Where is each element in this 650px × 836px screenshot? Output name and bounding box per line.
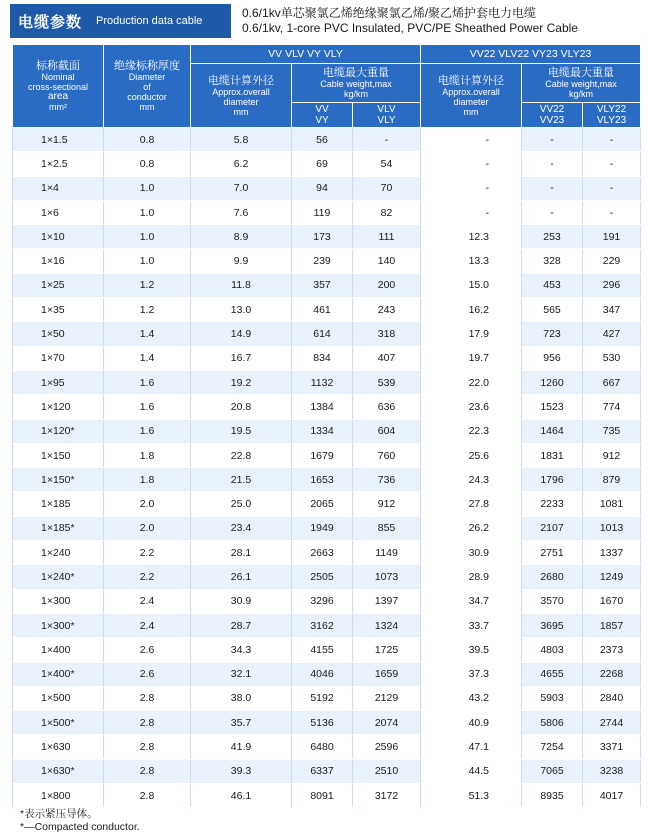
section-badge bbox=[10, 4, 231, 38]
table-row bbox=[13, 468, 641, 492]
table-cell: 1×185* bbox=[13, 516, 104, 540]
table-cell: 8091 bbox=[292, 784, 353, 808]
table-cell: 19.7 bbox=[421, 346, 522, 370]
table-cell: 21.5 bbox=[191, 468, 292, 492]
table-cell: 2.0 bbox=[104, 492, 191, 516]
table-cell: 2.6 bbox=[104, 638, 191, 662]
table-cell: 30.9 bbox=[191, 589, 292, 613]
table-cell: 1.6 bbox=[104, 395, 191, 419]
table-cell: - bbox=[522, 128, 583, 152]
table-cell: 1×70 bbox=[13, 346, 104, 370]
table-cell: 604 bbox=[353, 419, 421, 443]
table-row bbox=[13, 128, 641, 152]
table-cell: 1.8 bbox=[104, 468, 191, 492]
table-cell: 1.8 bbox=[104, 443, 191, 467]
table-row bbox=[13, 346, 641, 370]
table-cell: 2663 bbox=[292, 541, 353, 565]
table-cell: - bbox=[522, 200, 583, 224]
table-cell: 2.8 bbox=[104, 711, 191, 735]
table-row bbox=[13, 662, 641, 686]
table-cell: 1670 bbox=[583, 589, 641, 613]
table-cell: 1×630 bbox=[13, 735, 104, 759]
table-cell: 43.2 bbox=[421, 686, 522, 710]
table-cell: 19.2 bbox=[191, 370, 292, 394]
table-cell: 4655 bbox=[522, 662, 583, 686]
footnote-cn: *表示紧压导体。 bbox=[20, 808, 98, 820]
table-title bbox=[242, 6, 642, 36]
table-cell: 56 bbox=[292, 128, 353, 152]
table-cell: 25.6 bbox=[421, 443, 522, 467]
table-cell: 1384 bbox=[292, 395, 353, 419]
table-cell: 855 bbox=[353, 516, 421, 540]
table-cell: 22.3 bbox=[421, 419, 522, 443]
table-cell: 2.8 bbox=[104, 759, 191, 783]
table-cell: 24.3 bbox=[421, 468, 522, 492]
table-cell: 9.9 bbox=[191, 249, 292, 273]
table-cell: 1×150 bbox=[13, 443, 104, 467]
table-cell: 1×240* bbox=[13, 565, 104, 589]
table-cell: 1725 bbox=[353, 638, 421, 662]
table-cell: 328 bbox=[522, 249, 583, 273]
table-cell: 1×500 bbox=[13, 686, 104, 710]
table-cell: 667 bbox=[583, 370, 641, 394]
table-row bbox=[13, 759, 641, 783]
table-cell: 253 bbox=[522, 225, 583, 249]
table-cell: 19.5 bbox=[191, 419, 292, 443]
table-cell: 1.4 bbox=[104, 346, 191, 370]
table-cell: 28.9 bbox=[421, 565, 522, 589]
table-cell: 26.2 bbox=[421, 516, 522, 540]
table-cell: 2596 bbox=[353, 735, 421, 759]
table-cell: 8935 bbox=[522, 784, 583, 808]
table-cell: 2.2 bbox=[104, 541, 191, 565]
table-cell: - bbox=[583, 128, 641, 152]
table-cell: 1×400* bbox=[13, 662, 104, 686]
table-cell: 4046 bbox=[292, 662, 353, 686]
header-weight-2: 电缆最大重量 Cable weight,max kg/km bbox=[522, 64, 641, 103]
table-cell: 119 bbox=[292, 200, 353, 224]
table-row bbox=[13, 273, 641, 297]
table-cell: 2.8 bbox=[104, 735, 191, 759]
table-cell: 1×630* bbox=[13, 759, 104, 783]
table-cell: 51.3 bbox=[421, 784, 522, 808]
table-cell: - bbox=[421, 152, 522, 176]
table-cell: 2107 bbox=[522, 516, 583, 540]
table-cell: 13.3 bbox=[421, 249, 522, 273]
table-cell: 2510 bbox=[353, 759, 421, 783]
table-cell: 23.6 bbox=[421, 395, 522, 419]
table-cell: 39.5 bbox=[421, 638, 522, 662]
table-cell: 243 bbox=[353, 298, 421, 322]
table-cell: 1.0 bbox=[104, 200, 191, 224]
table-cell: 2.0 bbox=[104, 516, 191, 540]
table-cell: 427 bbox=[583, 322, 641, 346]
table-cell: 6337 bbox=[292, 759, 353, 783]
table-cell: 453 bbox=[522, 273, 583, 297]
table-cell: 1523 bbox=[522, 395, 583, 419]
table-row bbox=[13, 589, 641, 613]
header-group-vv: VV VLV VY VLY bbox=[191, 45, 421, 64]
table-cell: 1×95 bbox=[13, 370, 104, 394]
table-cell: 23.4 bbox=[191, 516, 292, 540]
table-cell: 5806 bbox=[522, 711, 583, 735]
title-en: 0.6/1kv, 1-core PVC Insulated, PVC/PE Sheathed Power Cable bbox=[242, 21, 578, 35]
table-cell: 1×120 bbox=[13, 395, 104, 419]
table-cell: 1×4 bbox=[13, 176, 104, 200]
table-cell: 1×2.5 bbox=[13, 152, 104, 176]
table-cell: 17.9 bbox=[421, 322, 522, 346]
table-cell: 2.6 bbox=[104, 662, 191, 686]
table-cell: - bbox=[421, 176, 522, 200]
table-cell: 1.0 bbox=[104, 225, 191, 249]
table-row bbox=[13, 516, 641, 540]
header-group-vv22: VV22 VLV22 VY23 VLY23 bbox=[421, 45, 641, 64]
table-cell: 70 bbox=[353, 176, 421, 200]
table-cell: 2268 bbox=[583, 662, 641, 686]
table-cell: 357 bbox=[292, 273, 353, 297]
title-cn: 0.6/1kv单芯聚氯乙烯绝缘聚氯乙烯/聚乙烯护套电力电缆 bbox=[242, 6, 537, 20]
table-cell: 636 bbox=[353, 395, 421, 419]
header-diameter-2: 电缆计算外径 Approx.overall diameter mm bbox=[421, 64, 522, 128]
table-cell: 834 bbox=[292, 346, 353, 370]
table-cell: 1013 bbox=[583, 516, 641, 540]
table-cell: 38.0 bbox=[191, 686, 292, 710]
table-cell: 69 bbox=[292, 152, 353, 176]
table-cell: 15.0 bbox=[421, 273, 522, 297]
table-cell: 774 bbox=[583, 395, 641, 419]
table-cell: 1081 bbox=[583, 492, 641, 516]
table-cell: 2505 bbox=[292, 565, 353, 589]
table-cell: 1653 bbox=[292, 468, 353, 492]
table-cell: 1×10 bbox=[13, 225, 104, 249]
table-cell: 2840 bbox=[583, 686, 641, 710]
table-cell: - bbox=[522, 176, 583, 200]
table-cell: 4155 bbox=[292, 638, 353, 662]
table-cell: 296 bbox=[583, 273, 641, 297]
section-title-cn: 电缆参数 bbox=[18, 13, 83, 31]
table-row bbox=[13, 711, 641, 735]
table-cell: 461 bbox=[292, 298, 353, 322]
table-row bbox=[13, 370, 641, 394]
table-cell: 1×300* bbox=[13, 613, 104, 637]
table-row bbox=[13, 249, 641, 273]
table-cell: 229 bbox=[583, 249, 641, 273]
table-cell: 1659 bbox=[353, 662, 421, 686]
footnotes bbox=[20, 808, 140, 834]
table-cell: 1397 bbox=[353, 589, 421, 613]
table-cell: 14.9 bbox=[191, 322, 292, 346]
header-sub-vly22-vly23: VLY22 VLY23 bbox=[583, 103, 641, 128]
table-cell: 912 bbox=[353, 492, 421, 516]
table-cell: 20.8 bbox=[191, 395, 292, 419]
table-cell: 760 bbox=[353, 443, 421, 467]
table-row bbox=[13, 638, 641, 662]
table-cell: 47.1 bbox=[421, 735, 522, 759]
table-cell: 191 bbox=[583, 225, 641, 249]
table-cell: 1×1.5 bbox=[13, 128, 104, 152]
table-cell: - bbox=[421, 200, 522, 224]
table-cell: 3162 bbox=[292, 613, 353, 637]
table-cell: 956 bbox=[522, 346, 583, 370]
table-cell: 1×16 bbox=[13, 249, 104, 273]
table-cell: 1×120* bbox=[13, 419, 104, 443]
table-row bbox=[13, 613, 641, 637]
table-cell: 25.0 bbox=[191, 492, 292, 516]
table-cell: 33.7 bbox=[421, 613, 522, 637]
table-cell: 1.2 bbox=[104, 298, 191, 322]
table-cell: 1×185 bbox=[13, 492, 104, 516]
table-cell: 1.6 bbox=[104, 370, 191, 394]
table-cell: 2.8 bbox=[104, 784, 191, 808]
section-title-en: Production data cable bbox=[96, 15, 203, 27]
table-row bbox=[13, 395, 641, 419]
table-cell: 2.2 bbox=[104, 565, 191, 589]
table-cell: 2751 bbox=[522, 541, 583, 565]
table-cell: 82 bbox=[353, 200, 421, 224]
table-cell: 1.4 bbox=[104, 322, 191, 346]
table-cell: 1073 bbox=[353, 565, 421, 589]
table-cell: 7254 bbox=[522, 735, 583, 759]
table-cell: - bbox=[583, 200, 641, 224]
table-cell: 2074 bbox=[353, 711, 421, 735]
table-cell: 7065 bbox=[522, 759, 583, 783]
table-cell: 3296 bbox=[292, 589, 353, 613]
table-row bbox=[13, 152, 641, 176]
table-cell: 32.1 bbox=[191, 662, 292, 686]
table-cell: 530 bbox=[583, 346, 641, 370]
table-cell: 407 bbox=[353, 346, 421, 370]
header-sub-vv-vy: VV VY bbox=[292, 103, 353, 128]
table-cell: 5192 bbox=[292, 686, 353, 710]
table-cell: 1.0 bbox=[104, 176, 191, 200]
table-row bbox=[13, 492, 641, 516]
table-cell: 1×800 bbox=[13, 784, 104, 808]
table-row bbox=[13, 419, 641, 443]
table-row bbox=[13, 541, 641, 565]
table-cell: 3570 bbox=[522, 589, 583, 613]
table-cell: 1324 bbox=[353, 613, 421, 637]
table-row bbox=[13, 784, 641, 808]
table-cell: 4017 bbox=[583, 784, 641, 808]
table-row bbox=[13, 443, 641, 467]
header-thickness: 绝缘标称厚度 Diameter of conductor mm bbox=[104, 45, 191, 128]
header-area: 标称截面 Nominal cross-sectional area mm² bbox=[13, 45, 104, 128]
table-cell: 12.3 bbox=[421, 225, 522, 249]
table-cell: 539 bbox=[353, 370, 421, 394]
table-cell: 94 bbox=[292, 176, 353, 200]
table-cell: 1×300 bbox=[13, 589, 104, 613]
table-cell: 7.0 bbox=[191, 176, 292, 200]
header-sub-vv22-vv23: VV22 VV23 bbox=[522, 103, 583, 128]
table-cell: 2065 bbox=[292, 492, 353, 516]
table-cell: 28.1 bbox=[191, 541, 292, 565]
table-cell: 5.8 bbox=[191, 128, 292, 152]
table-cell: - bbox=[522, 152, 583, 176]
table-row bbox=[13, 225, 641, 249]
table-cell: 0.8 bbox=[104, 152, 191, 176]
table-row bbox=[13, 322, 641, 346]
table-cell: 1949 bbox=[292, 516, 353, 540]
table-cell: 565 bbox=[522, 298, 583, 322]
table-row bbox=[13, 176, 641, 200]
table-cell: 1260 bbox=[522, 370, 583, 394]
table-cell: 1132 bbox=[292, 370, 353, 394]
header-sub-vlv-vly: VLV VLY bbox=[353, 103, 421, 128]
table-cell: 1149 bbox=[353, 541, 421, 565]
table-cell: 2233 bbox=[522, 492, 583, 516]
table-cell: 1857 bbox=[583, 613, 641, 637]
table-row bbox=[13, 686, 641, 710]
table-cell: 318 bbox=[353, 322, 421, 346]
table-cell: 22.0 bbox=[421, 370, 522, 394]
table-cell: - bbox=[583, 152, 641, 176]
table-cell: 35.7 bbox=[191, 711, 292, 735]
table-cell: 16.7 bbox=[191, 346, 292, 370]
table-cell: 5903 bbox=[522, 686, 583, 710]
table-row bbox=[13, 735, 641, 759]
header-weight-1: 电缆最大重量 Cable weight,max kg/km bbox=[292, 64, 421, 103]
table-cell: 26.1 bbox=[191, 565, 292, 589]
table-cell: 34.3 bbox=[191, 638, 292, 662]
table-cell: 1337 bbox=[583, 541, 641, 565]
table-cell: 44.5 bbox=[421, 759, 522, 783]
table-cell: 1464 bbox=[522, 419, 583, 443]
table-cell: 3238 bbox=[583, 759, 641, 783]
table-cell: 6480 bbox=[292, 735, 353, 759]
table-cell: 1.0 bbox=[104, 249, 191, 273]
table-cell: 140 bbox=[353, 249, 421, 273]
table-cell: 1×240 bbox=[13, 541, 104, 565]
table-cell: 4803 bbox=[522, 638, 583, 662]
cable-data-table bbox=[12, 44, 641, 808]
table-cell: 54 bbox=[353, 152, 421, 176]
table-cell: 111 bbox=[353, 225, 421, 249]
table-cell: 1×500* bbox=[13, 711, 104, 735]
table-cell: 735 bbox=[583, 419, 641, 443]
table-cell: 1×35 bbox=[13, 298, 104, 322]
table-row bbox=[13, 298, 641, 322]
table-cell: 347 bbox=[583, 298, 641, 322]
table-cell: 8.9 bbox=[191, 225, 292, 249]
table-cell: 1249 bbox=[583, 565, 641, 589]
table-cell: 0.8 bbox=[104, 128, 191, 152]
table-cell: 2744 bbox=[583, 711, 641, 735]
table-cell: 2.4 bbox=[104, 613, 191, 637]
table-cell: - bbox=[583, 176, 641, 200]
table-cell: 37.3 bbox=[421, 662, 522, 686]
table-cell: 1334 bbox=[292, 419, 353, 443]
table-cell: 39.3 bbox=[191, 759, 292, 783]
table-cell: 912 bbox=[583, 443, 641, 467]
table-cell: 614 bbox=[292, 322, 353, 346]
table-cell: 27.8 bbox=[421, 492, 522, 516]
table-cell: 5136 bbox=[292, 711, 353, 735]
table-cell: 1×6 bbox=[13, 200, 104, 224]
table-cell: 1×150* bbox=[13, 468, 104, 492]
table-cell: 3172 bbox=[353, 784, 421, 808]
table-cell: 2373 bbox=[583, 638, 641, 662]
header-diameter-1: 电缆计算外径 Approx.overall diameter mm bbox=[191, 64, 292, 128]
table-cell: 30.9 bbox=[421, 541, 522, 565]
table-cell: 2.4 bbox=[104, 589, 191, 613]
table-cell: 2680 bbox=[522, 565, 583, 589]
table-cell: - bbox=[421, 128, 522, 152]
table-cell: 1×400 bbox=[13, 638, 104, 662]
table-cell: 11.8 bbox=[191, 273, 292, 297]
table-cell: 1796 bbox=[522, 468, 583, 492]
table-cell: 1831 bbox=[522, 443, 583, 467]
table-cell: 7.6 bbox=[191, 200, 292, 224]
table-cell: 28.7 bbox=[191, 613, 292, 637]
table-cell: 3371 bbox=[583, 735, 641, 759]
table-cell: 41.9 bbox=[191, 735, 292, 759]
table-cell: 879 bbox=[583, 468, 641, 492]
table-cell: 34.7 bbox=[421, 589, 522, 613]
table-cell: 173 bbox=[292, 225, 353, 249]
table-cell: 13.0 bbox=[191, 298, 292, 322]
table-cell: 6.2 bbox=[191, 152, 292, 176]
table-cell: 2.8 bbox=[104, 686, 191, 710]
table-cell: 1.6 bbox=[104, 419, 191, 443]
table-cell: 3695 bbox=[522, 613, 583, 637]
table-cell: 16.2 bbox=[421, 298, 522, 322]
table-cell: 736 bbox=[353, 468, 421, 492]
table-cell: 1.2 bbox=[104, 273, 191, 297]
footnote-en: *—Compacted conductor. bbox=[20, 821, 140, 833]
table-cell: 40.9 bbox=[421, 711, 522, 735]
table-cell: 2129 bbox=[353, 686, 421, 710]
table-cell: 1×50 bbox=[13, 322, 104, 346]
table-cell: 22.8 bbox=[191, 443, 292, 467]
table-row bbox=[13, 200, 641, 224]
table-cell: 723 bbox=[522, 322, 583, 346]
table-cell: 1679 bbox=[292, 443, 353, 467]
table-cell: 200 bbox=[353, 273, 421, 297]
table-cell: 46.1 bbox=[191, 784, 292, 808]
table-row bbox=[13, 565, 641, 589]
table-cell: 1×25 bbox=[13, 273, 104, 297]
table-cell: - bbox=[353, 128, 421, 152]
table-cell: 239 bbox=[292, 249, 353, 273]
